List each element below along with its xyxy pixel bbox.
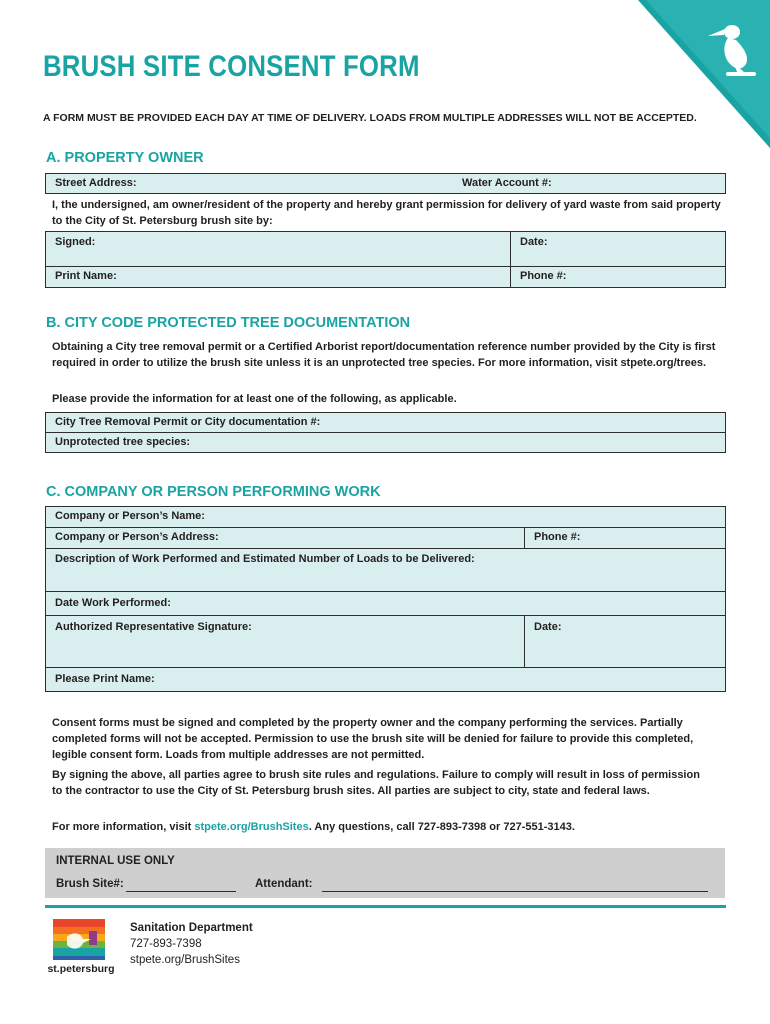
tree-permit-label: City Tree Removal Permit or City documentation #: (55, 416, 321, 428)
form-title: BRUSH SITE CONSENT FORM (43, 50, 420, 83)
tree-permit-field[interactable] (45, 412, 726, 433)
street-address-row (45, 173, 726, 194)
water-account-label: Water Account #: (462, 177, 552, 189)
date-label: Date: (520, 236, 548, 248)
rep-print-name-field[interactable] (45, 667, 726, 692)
rep-date-field[interactable] (524, 616, 725, 667)
print-name-label: Print Name: (55, 270, 117, 282)
section-a-heading: A. PROPERTY OWNER (46, 150, 204, 166)
brush-site-label: Brush Site#: (56, 878, 124, 890)
company-address-field[interactable] (46, 528, 524, 548)
phone-label: Phone #: (520, 270, 567, 282)
owner-statement: I, the undersigned, am owner/resident of the property and hereby grant permission for delivery of yard waste from said property to the City of St. Petersburg brush site by: (52, 199, 721, 227)
date-performed-label: Date Work Performed: (55, 597, 171, 609)
pelican-corner-badge (638, 0, 770, 148)
form-subtitle: A FORM MUST BE PROVIDED EACH DAY AT TIME OF DELIVERY. LOADS FROM MULTIPLE ADDRESSES WILL NOT BE ACCEPTED. (43, 112, 697, 124)
work-description-field[interactable] (45, 548, 726, 592)
section-b-heading: B. CITY CODE PROTECTED TREE DOCUMENTATION (46, 315, 411, 331)
rep-signature-label: Authorized Representative Signature: (55, 621, 252, 633)
footer-divider (45, 905, 726, 908)
internal-use-title: INTERNAL USE ONLY (56, 855, 175, 867)
rep-signature-field[interactable] (46, 616, 524, 667)
owner-date-field[interactable] (510, 232, 725, 266)
company-address-label: Company or Person’s Address: (55, 531, 219, 543)
tree-doc-intro: Obtaining a City tree removal permit or a Certified Arborist report/documentation reference number provided by the City is first required in order to utilize the brush site unless it is an unprotected tree species. For more information, visit stpete.org/trees. (52, 341, 716, 369)
contact-note (52, 819, 720, 835)
work-description-label: Description of Work Performed and Estimated Number of Loads to be Delivered: (55, 553, 475, 565)
rep-print-name-label: Please Print Name: (55, 673, 155, 685)
brush-sites-link[interactable]: stpete.org/BrushSites (194, 821, 309, 833)
consent-note-1: Consent forms must be signed and completed by the property owner and the company performing the services. Partially completed forms will not be accepted. Permission to use the brush site will be denied for failure to provide this completed, legible consent form. Loads from multiple addresses are not permitted. (52, 717, 694, 761)
signature-row (45, 615, 726, 668)
section-c-heading: C. COMPANY OR PERSON PERFORMING WORK (46, 484, 381, 500)
unprotected-species-label: Unprotected tree species: (55, 436, 191, 448)
department-url[interactable]: stpete.org/BrushSites (130, 954, 240, 966)
contact-prefix: For more information, visit (52, 821, 195, 833)
street-address-label: Street Address: (55, 177, 137, 189)
st-petersburg-logo (45, 917, 120, 977)
provide-info-text: Please provide the information for at least one of the following, as applicable. (52, 393, 457, 405)
department-phone: 727-893-7398 (130, 938, 202, 950)
street-address-field[interactable] (46, 174, 456, 193)
footer-contact (130, 920, 253, 968)
company-name-label: Company or Person’s Name: (55, 510, 205, 522)
water-account-field[interactable] (456, 174, 725, 193)
company-name-field[interactable] (45, 506, 726, 528)
attendant-label: Attendant: (255, 878, 313, 890)
internal-use-box (45, 848, 725, 898)
owner-phone-field[interactable] (510, 267, 725, 287)
owner-signature-field[interactable] (46, 232, 510, 266)
company-address-row (45, 527, 726, 549)
logo-wordmark: st.petersburg (47, 963, 115, 975)
consent-note-2: By signing the above, all parties agree to brush site rules and regulations. Failure to comply will result in loss of permission to the contractor to use the City of St. Petersburg brush sites. All parties are subject to city, state and federal laws. (52, 769, 700, 797)
brush-site-line[interactable] (126, 891, 236, 892)
owner-print-name-field[interactable] (46, 267, 510, 287)
signed-label: Signed: (55, 236, 96, 248)
contact-suffix: . Any questions, call 727-893-7398 or 727-551-3143. (308, 821, 575, 833)
signed-row (45, 231, 726, 267)
company-phone-label: Phone #: (534, 531, 581, 543)
print-name-row (45, 266, 726, 288)
unprotected-species-field[interactable] (45, 432, 726, 453)
company-phone-field[interactable] (524, 528, 725, 548)
attendant-line[interactable] (322, 891, 708, 892)
department-name: Sanitation Department (130, 922, 253, 934)
rep-date-label: Date: (534, 621, 562, 633)
date-performed-field[interactable] (45, 591, 726, 616)
